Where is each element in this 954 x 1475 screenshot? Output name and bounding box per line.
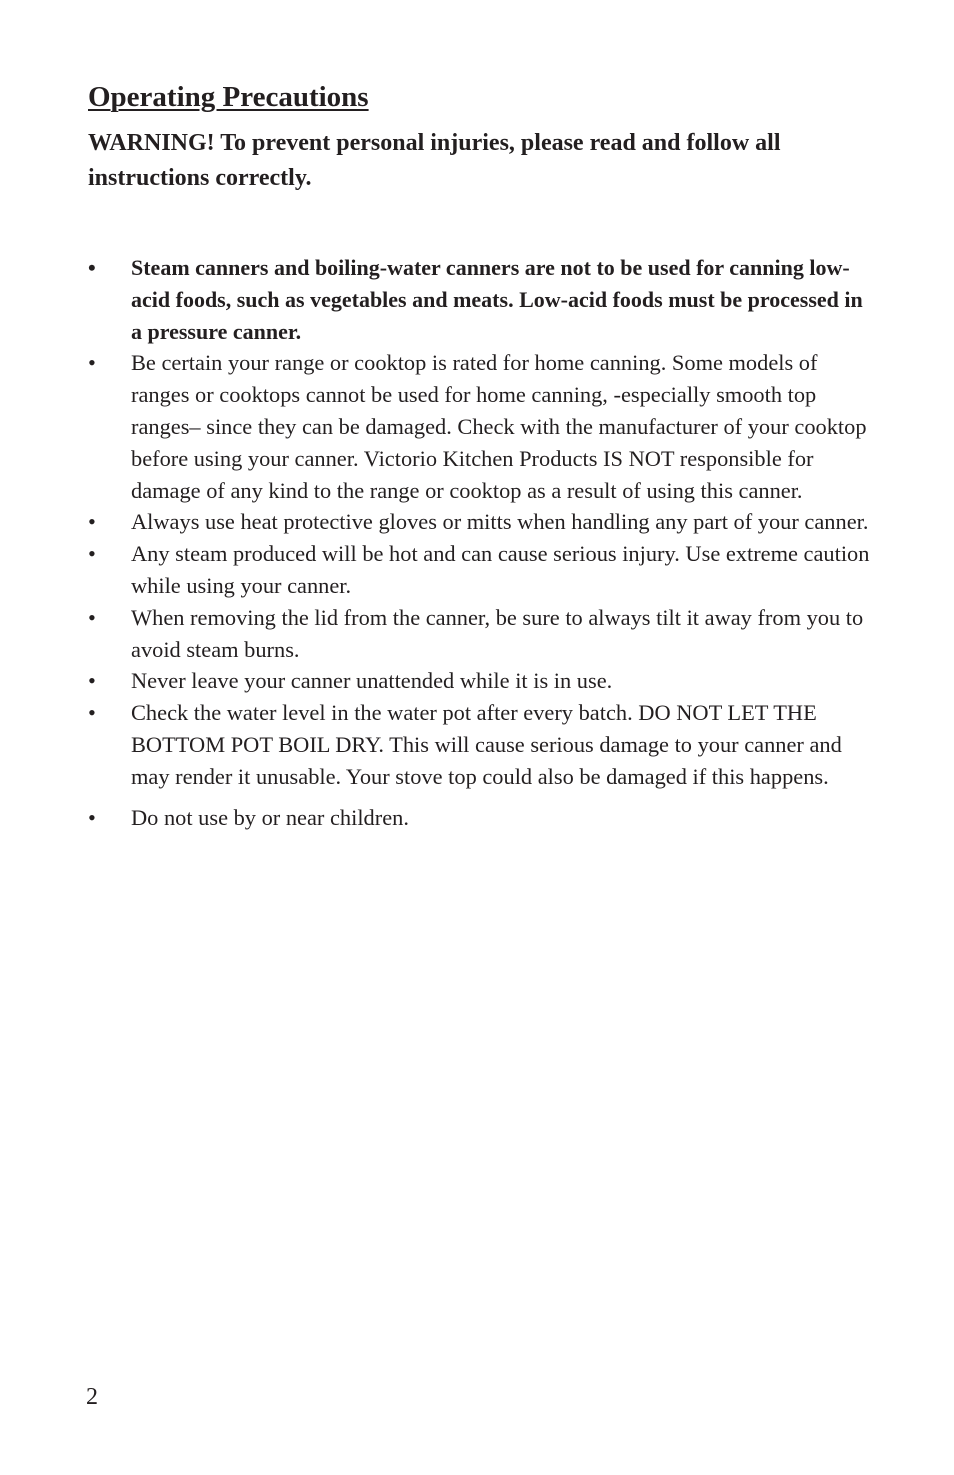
bullet-icon: • (88, 350, 96, 376)
list-item (88, 252, 878, 347)
bullet-icon: • (88, 668, 96, 694)
warning-text: WARNING! To prevent personal injuries, please read and follow all instructions correctly. (88, 130, 781, 191)
list-item-text: When removing the lid from the canner, be sure to always tilt it away from you to avoid steam burns. (131, 604, 864, 662)
list-item (88, 538, 878, 602)
list-item (88, 665, 878, 697)
document-page (88, 78, 878, 833)
list-item-text: Never leave your canner unattended while it is in use. (131, 668, 613, 694)
list-item (88, 347, 878, 506)
section-heading: Operating Precautions (88, 81, 369, 113)
bullet-icon: • (88, 255, 96, 280)
list-item-text: Do not use by or near children. (131, 804, 409, 830)
precautions-list (88, 252, 878, 833)
bullet-icon: • (88, 541, 96, 567)
list-item (88, 697, 878, 792)
bullet-icon: • (88, 509, 96, 535)
list-item (88, 506, 878, 538)
page-number: 2 (86, 1384, 98, 1410)
list-item (88, 802, 878, 834)
list-item-text: Steam canners and boiling-water canners are not to be used for canning low-acid foods, such as vegetables and meats. Low-acid foods must be processed in a pressure canner. (131, 255, 863, 344)
list-item-text: Be certain your range or cooktop is rated for home canning. Some models of ranges or cooktops cannot be used for home canning, -especially smooth top ranges– since they can be damaged. Check with the manufacturer of your cooktop before using your canner. Victorio Kitchen Products IS NOT responsible for damage of any kind to the range or cooktop as a result of using this canner. (131, 350, 867, 503)
list-item-text: Check the water level in the water pot after every batch. DO NOT LET THE BOTTOM POT BOIL DRY. This will cause serious damage to your canner and may render it unusable. Your stove top could also be damaged if this happens. (131, 700, 842, 789)
bullet-icon: • (88, 700, 96, 726)
bullet-icon: • (88, 804, 96, 830)
list-item-text: Always use heat protective gloves or mitts when handling any part of your canner. (131, 509, 869, 535)
list-item-text: Any steam produced will be hot and can cause serious injury. Use extreme caution while using your canner. (131, 541, 870, 598)
bullet-icon: • (88, 604, 96, 630)
list-item (88, 602, 878, 666)
